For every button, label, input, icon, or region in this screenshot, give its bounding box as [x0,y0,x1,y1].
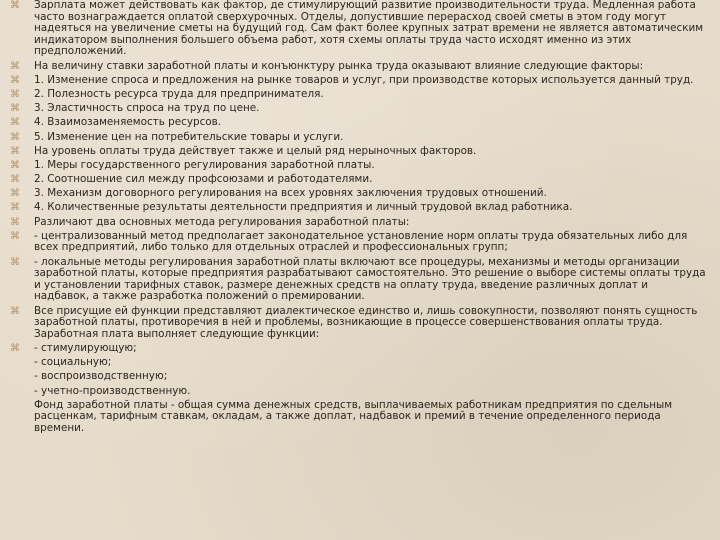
paragraph-item [10,257,706,303]
bullet-icon: ⌘ [10,88,20,100]
paragraph-item [10,343,706,355]
paragraph-text: 3. Эластичность спроса на труд по цене. [34,102,260,115]
bullet-icon: ⌘ [10,202,20,214]
bullet-icon: ⌘ [10,159,20,171]
bullet-icon: ⌘ [10,131,20,143]
paragraph-text: - локальные методы регулирования заработной платы включают все процедуры, механизмы и методы организации заработной платы, которые предприятия разрабатывают самостоятельно. Это решение о выборе системы оплаты труда и установлении тарифных ставок, размере денежных средств на оплату труда, введение различных доплат и надбавок, а также разработка положений о премировании. [34,255,706,303]
paragraph-item [10,306,706,341]
paragraph-text: 2. Соотношение сил между профсоюзами и работодателями. [34,173,373,186]
paragraph-text: 4. Взаимозаменяемость ресурсов. [34,116,222,129]
paragraph-text: На уровень оплаты труда действует также и целый ряд нерыночных факторов. [34,144,477,157]
bullet-icon: ⌘ [10,256,20,268]
bullet-icon: ⌘ [10,60,20,72]
paragraph-item [10,217,706,229]
paragraph-text: - централизованный метод предполагает законодательное установление норм оплаты труда обязательных либо для всех предприятий, либо только для отдельных отраслей и профессиональных групп; [34,229,688,254]
content-list [10,0,706,434]
paragraph-item [10,117,706,129]
bullet-icon: ⌘ [10,342,20,354]
paragraph-item [10,75,706,87]
paragraph-item [10,202,706,214]
paragraph-text: Все присущие ей функции представляют диалектическое единство и, лишь совокупности, позволяют понять сущность заработной платы, противоречия в ней и проблемы, возникающие в процессе совершенствования оплаты труда. Заработная плата выполняет следующие функции: [34,304,698,340]
bullet-icon: ⌘ [10,0,20,11]
paragraph-item [10,160,706,172]
paragraph-item [10,174,706,186]
paragraph-text: - учетно-производственную. [34,384,191,397]
paragraph-text: Различают два основных метода регулирования заработной платы: [34,215,410,228]
bullet-icon: ⌘ [10,145,20,157]
paragraph-text: - воспроизводственную; [34,370,168,383]
paragraph-item [10,146,706,158]
paragraph-text: - стимулирующую; [34,341,137,354]
paragraph-item [10,0,706,58]
paragraph-item [10,371,706,383]
paragraph-item [10,231,706,254]
paragraph-text: 1. Изменение спроса и предложения на рынке товаров и услуг, при производстве которых используется данный труд. [34,73,694,86]
paragraph-item [10,103,706,115]
paragraph-item [10,61,706,73]
paragraph-item [10,188,706,200]
paragraph-item [10,357,706,369]
paragraph-text: На величину ставки заработной платы и конъюнктуру рынка труда оказывают влияние следующие факторы: [34,59,644,72]
paragraph-text: 3. Механизм договорного регулирования на всех уровнях заключения трудовых отношений. [34,187,547,200]
bullet-icon: ⌘ [10,305,20,317]
bullet-icon: ⌘ [10,103,20,115]
paragraph-text: Зарплата может действовать как фактор, де стимулирующий развитие производительности труда. Медленная работа часто вознаграждается оплатой сверхурочных. Отделы, допустившие перерасход своей сметы в этом году могут надеяться на увеличение сметы на будущий год. Сам факт более крупных затрат времени не является автоматическим индикатором выполнения большего объема работ, хотя схемы оплаты труда часто исходят именно из этих предположений. [34,0,704,58]
paragraph-item [10,132,706,144]
paragraph-item [10,89,706,101]
paragraph-text: 5. Изменение цен на потребительские товары и услуги. [34,130,344,143]
bullet-icon: ⌘ [10,188,20,200]
paragraph-text: 4. Количественные результаты деятельности предприятия и личный трудовой вклад работника. [34,201,573,214]
bullet-icon: ⌘ [10,74,20,86]
paragraph-item [10,400,706,435]
bullet-icon: ⌘ [10,216,20,228]
bullet-icon: ⌘ [10,174,20,186]
bullet-icon: ⌘ [10,117,20,129]
paragraph-item [10,386,706,398]
paragraph-text: Фонд заработной платы - общая сумма денежных средств, выплачиваемых работникам предприятия по сдельным расценкам, тарифным ставкам, окладам, а также доплат, надбавок и премий в течение определенного периода времени. [34,398,673,434]
paragraph-text: 1. Меры государственного регулирования заработной платы. [34,158,375,171]
paragraph-text: - социальную; [34,356,112,369]
bullet-icon: ⌘ [10,230,20,242]
paragraph-text: 2. Полезность ресурса труда для предпринимателя. [34,87,324,100]
